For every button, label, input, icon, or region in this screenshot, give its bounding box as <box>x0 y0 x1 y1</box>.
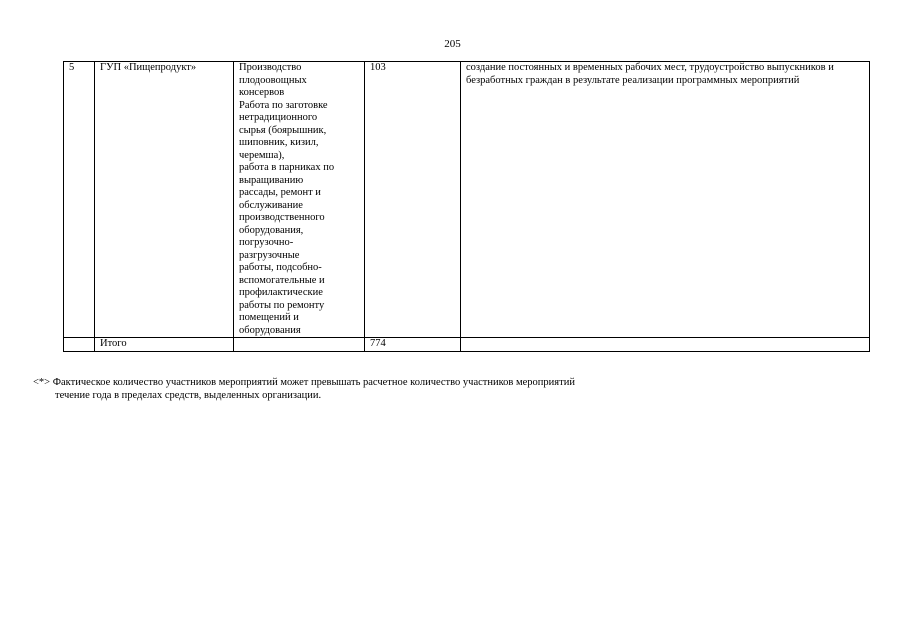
activity-line: Работа по заготовке <box>239 99 328 111</box>
organization-cell: ГУП «Пищепродукт» <box>95 62 234 338</box>
purpose-cell: создание постоянных и временных рабочих мест, трудоустройство выпускников и безработных граждан в результате реализации программных мероприятий <box>461 62 870 338</box>
count-cell: 103 <box>365 62 461 338</box>
activity-line: консервов <box>239 87 285 98</box>
total-label-cell: Итого <box>95 338 234 352</box>
activity-line: работа в парниках по <box>239 162 335 173</box>
total-row <box>64 338 870 352</box>
activity-line: Производство <box>239 62 302 73</box>
activity-line: разгрузочные <box>239 249 300 261</box>
activity-line: оборудования, <box>239 224 304 236</box>
total-empty-cell <box>64 338 95 352</box>
activity-line: плодоовощных <box>239 74 307 86</box>
activity-line: нетрадиционного <box>239 112 318 123</box>
activity-line: профилактические <box>239 287 323 298</box>
total-empty-cell <box>461 338 870 352</box>
page-number: 205 <box>444 38 461 50</box>
activity-line: сырья (боярышник, <box>239 124 327 136</box>
activity-line: работы по ремонту <box>239 299 325 311</box>
activity-line: выращиванию <box>239 174 304 186</box>
row-number-cell: 5 <box>64 62 95 338</box>
activity-line: шиповник, кизил, <box>239 137 319 148</box>
total-count-cell: 774 <box>365 338 461 352</box>
footnote-line-1: <*> Фактическое количество участников мероприятий может превышать расчетное количество участников мероприятий <box>33 377 575 388</box>
activity-line: рассады, ремонт и <box>239 187 321 198</box>
table-row <box>64 62 870 338</box>
footnote <box>33 376 853 402</box>
footnote-line-2: течение года в пределах средств, выделенных организации. <box>55 390 322 401</box>
activity-line: черемша), <box>239 149 285 161</box>
activity-line: производственного <box>239 212 325 223</box>
activity-line: оборудования <box>239 324 301 336</box>
activity-line: работы, подсобно- <box>239 262 322 273</box>
total-empty-cell <box>234 338 365 352</box>
activity-line: помещений и <box>239 312 299 323</box>
activity-line: погрузочно- <box>239 237 294 248</box>
activity-line: обслуживание <box>239 199 303 211</box>
activity-line: вспомогательные и <box>239 274 325 286</box>
programs-table <box>63 61 870 352</box>
activity-cell <box>234 62 365 338</box>
